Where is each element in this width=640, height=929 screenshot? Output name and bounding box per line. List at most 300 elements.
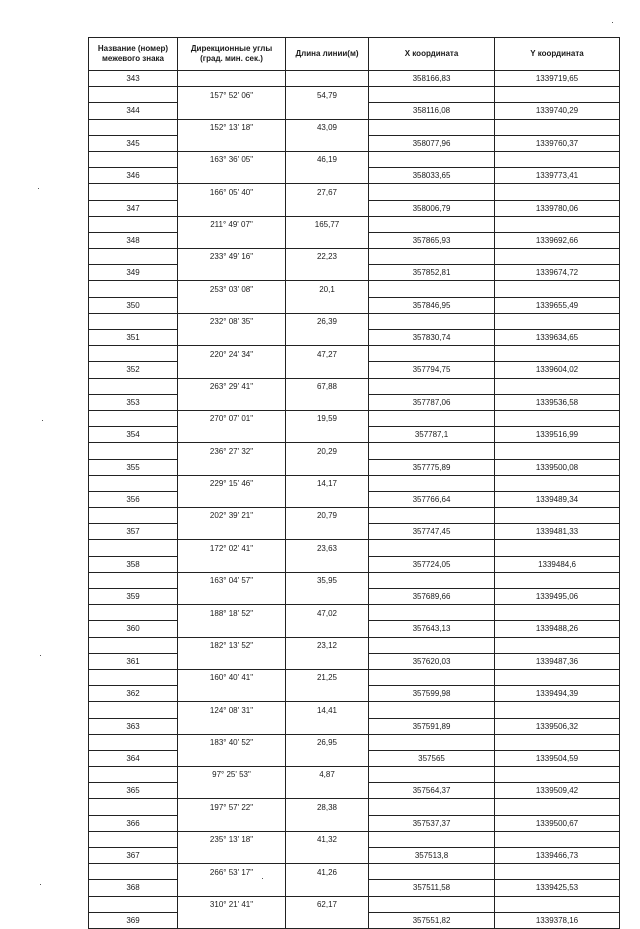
empty-cell xyxy=(178,621,286,637)
segment-row xyxy=(89,249,620,265)
point-name: 365 xyxy=(89,783,178,799)
direction-angle: 236° 27' 32" xyxy=(178,443,286,459)
y-coordinate: 1339773,41 xyxy=(495,168,620,184)
x-coordinate: 357565 xyxy=(369,750,495,766)
direction-angle: 157° 52' 06" xyxy=(178,87,286,103)
point-row xyxy=(89,686,620,702)
segment-row xyxy=(89,734,620,750)
x-coordinate: 357775,89 xyxy=(369,459,495,475)
point-row xyxy=(89,265,620,281)
segment-row xyxy=(89,767,620,783)
y-coordinate: 1339500,08 xyxy=(495,459,620,475)
empty-cell xyxy=(495,410,620,426)
line-length: 47,27 xyxy=(286,346,369,362)
empty-cell xyxy=(369,119,495,135)
header-angle: Дирекционные углы (град. мин. сек.) xyxy=(178,38,286,71)
empty-cell xyxy=(286,621,369,637)
y-coordinate: 1339740,29 xyxy=(495,103,620,119)
empty-cell xyxy=(369,831,495,847)
point-name: 366 xyxy=(89,815,178,831)
point-name: 353 xyxy=(89,394,178,410)
x-coordinate: 357620,03 xyxy=(369,653,495,669)
empty-cell xyxy=(286,848,369,864)
direction-angle: 266° 53' 17" xyxy=(178,864,286,880)
line-length: 35,95 xyxy=(286,572,369,588)
empty-cell xyxy=(178,427,286,443)
segment-row xyxy=(89,378,620,394)
empty-cell xyxy=(369,216,495,232)
direction-angle: 202° 39' 21" xyxy=(178,508,286,524)
empty-cell xyxy=(495,475,620,491)
x-coordinate: 357830,74 xyxy=(369,330,495,346)
point-row xyxy=(89,297,620,313)
empty-cell xyxy=(178,362,286,378)
empty-cell xyxy=(286,815,369,831)
point-name: 344 xyxy=(89,103,178,119)
line-length: 26,95 xyxy=(286,734,369,750)
empty-cell xyxy=(178,135,286,151)
empty-cell xyxy=(286,783,369,799)
table-body xyxy=(89,71,620,929)
empty-cell xyxy=(178,200,286,216)
point-name: 352 xyxy=(89,362,178,378)
segment-row xyxy=(89,410,620,426)
empty-cell xyxy=(495,572,620,588)
x-coordinate: 357724,05 xyxy=(369,556,495,572)
segment-row xyxy=(89,605,620,621)
point-row xyxy=(89,135,620,151)
empty-cell xyxy=(178,912,286,928)
line-length: 28,38 xyxy=(286,799,369,815)
empty-cell xyxy=(495,151,620,167)
empty-cell xyxy=(178,394,286,410)
point-row xyxy=(89,459,620,475)
point-name: 358 xyxy=(89,556,178,572)
point-name: 345 xyxy=(89,135,178,151)
point-row xyxy=(89,103,620,119)
empty-cell xyxy=(286,200,369,216)
scan-speck xyxy=(40,655,41,656)
y-coordinate: 1339487,36 xyxy=(495,653,620,669)
empty-cell xyxy=(178,750,286,766)
point-name: 363 xyxy=(89,718,178,734)
line-length: 21,25 xyxy=(286,669,369,685)
empty-cell xyxy=(369,249,495,265)
empty-cell xyxy=(89,896,178,912)
line-length: 62,17 xyxy=(286,896,369,912)
y-coordinate: 1339719,65 xyxy=(495,71,620,87)
empty-cell xyxy=(178,232,286,248)
empty-cell xyxy=(286,912,369,928)
x-coordinate: 357564,37 xyxy=(369,783,495,799)
empty-cell xyxy=(89,475,178,491)
header-name: Название (номер) межевого знака xyxy=(89,38,178,71)
scan-speck xyxy=(38,188,39,189)
point-row xyxy=(89,783,620,799)
y-coordinate: 1339516,99 xyxy=(495,427,620,443)
line-length: 20,1 xyxy=(286,281,369,297)
segment-row xyxy=(89,540,620,556)
line-length: 14,41 xyxy=(286,702,369,718)
point-row xyxy=(89,653,620,669)
direction-angle: 188° 18' 52" xyxy=(178,605,286,621)
empty-cell xyxy=(89,184,178,200)
empty-cell xyxy=(369,605,495,621)
line-length: 165,77 xyxy=(286,216,369,232)
line-length: 43,09 xyxy=(286,119,369,135)
empty-cell xyxy=(369,281,495,297)
y-coordinate: 1339488,26 xyxy=(495,621,620,637)
point-row xyxy=(89,200,620,216)
line-length: 46,19 xyxy=(286,151,369,167)
empty-cell xyxy=(178,783,286,799)
y-coordinate: 1339484,6 xyxy=(495,556,620,572)
empty-cell xyxy=(286,589,369,605)
segment-row xyxy=(89,184,620,200)
segment-row xyxy=(89,151,620,167)
line-length: 41,32 xyxy=(286,831,369,847)
direction-angle: 163° 04' 57" xyxy=(178,572,286,588)
segment-row xyxy=(89,669,620,685)
empty-cell xyxy=(369,508,495,524)
point-name: 362 xyxy=(89,686,178,702)
direction-angle: 253° 03' 08" xyxy=(178,281,286,297)
direction-angle: 229° 15' 46" xyxy=(178,475,286,491)
empty-cell xyxy=(495,799,620,815)
y-coordinate: 1339692,66 xyxy=(495,232,620,248)
empty-cell xyxy=(495,540,620,556)
empty-cell xyxy=(495,669,620,685)
header-x: X координата xyxy=(369,38,495,71)
line-length: 27,67 xyxy=(286,184,369,200)
line-length: 26,39 xyxy=(286,313,369,329)
empty-cell xyxy=(495,346,620,362)
x-coordinate: 357599,98 xyxy=(369,686,495,702)
empty-cell xyxy=(178,815,286,831)
point-row xyxy=(89,815,620,831)
empty-cell xyxy=(495,443,620,459)
point-name: 348 xyxy=(89,232,178,248)
coordinates-table xyxy=(88,37,620,929)
empty-cell xyxy=(286,71,369,87)
scan-speck xyxy=(42,420,43,421)
empty-cell xyxy=(369,540,495,556)
empty-cell xyxy=(495,249,620,265)
empty-cell xyxy=(178,71,286,87)
y-coordinate: 1339466,73 xyxy=(495,848,620,864)
x-coordinate: 357787,1 xyxy=(369,427,495,443)
empty-cell xyxy=(286,394,369,410)
empty-cell xyxy=(495,281,620,297)
empty-cell xyxy=(369,864,495,880)
line-length: 54,79 xyxy=(286,87,369,103)
empty-cell xyxy=(89,151,178,167)
x-coordinate: 357794,75 xyxy=(369,362,495,378)
point-row xyxy=(89,168,620,184)
y-coordinate: 1339489,34 xyxy=(495,491,620,507)
empty-cell xyxy=(178,718,286,734)
empty-cell xyxy=(286,524,369,540)
empty-cell xyxy=(89,669,178,685)
direction-angle: 235° 13' 18" xyxy=(178,831,286,847)
point-row xyxy=(89,556,620,572)
x-coordinate: 357511,58 xyxy=(369,880,495,896)
line-length: 14,17 xyxy=(286,475,369,491)
segment-row xyxy=(89,637,620,653)
y-coordinate: 1339674,72 xyxy=(495,265,620,281)
empty-cell xyxy=(89,508,178,524)
empty-cell xyxy=(286,168,369,184)
segment-row xyxy=(89,896,620,912)
empty-cell xyxy=(178,330,286,346)
empty-cell xyxy=(495,864,620,880)
empty-cell xyxy=(286,427,369,443)
direction-angle: 163° 36' 05" xyxy=(178,151,286,167)
line-length: 22,23 xyxy=(286,249,369,265)
x-coordinate: 357643,13 xyxy=(369,621,495,637)
x-coordinate: 358116,08 xyxy=(369,103,495,119)
point-name: 361 xyxy=(89,653,178,669)
empty-cell xyxy=(178,653,286,669)
empty-cell xyxy=(369,734,495,750)
empty-cell xyxy=(89,346,178,362)
x-coordinate: 358033,65 xyxy=(369,168,495,184)
y-coordinate: 1339509,42 xyxy=(495,783,620,799)
empty-cell xyxy=(369,669,495,685)
empty-cell xyxy=(89,249,178,265)
scan-speck xyxy=(40,884,41,885)
point-name: 346 xyxy=(89,168,178,184)
point-row xyxy=(89,362,620,378)
y-coordinate: 1339655,49 xyxy=(495,297,620,313)
y-coordinate: 1339425,53 xyxy=(495,880,620,896)
segment-row xyxy=(89,572,620,588)
y-coordinate: 1339378,16 xyxy=(495,912,620,928)
empty-cell xyxy=(286,686,369,702)
empty-cell xyxy=(495,184,620,200)
segment-row xyxy=(89,799,620,815)
segment-row xyxy=(89,87,620,103)
direction-angle: 152° 13' 18" xyxy=(178,119,286,135)
scan-speck xyxy=(612,22,613,23)
empty-cell xyxy=(369,87,495,103)
empty-cell xyxy=(369,410,495,426)
point-name: 349 xyxy=(89,265,178,281)
y-coordinate: 1339604,02 xyxy=(495,362,620,378)
empty-cell xyxy=(369,346,495,362)
y-coordinate: 1339500,67 xyxy=(495,815,620,831)
point-name: 360 xyxy=(89,621,178,637)
y-coordinate: 1339760,37 xyxy=(495,135,620,151)
point-row xyxy=(89,491,620,507)
empty-cell xyxy=(178,686,286,702)
point-row xyxy=(89,394,620,410)
empty-cell xyxy=(89,799,178,815)
empty-cell xyxy=(286,265,369,281)
point-row xyxy=(89,427,620,443)
empty-cell xyxy=(495,605,620,621)
empty-cell xyxy=(369,896,495,912)
empty-cell xyxy=(286,653,369,669)
segment-row xyxy=(89,119,620,135)
empty-cell xyxy=(286,362,369,378)
empty-cell xyxy=(369,184,495,200)
empty-cell xyxy=(495,767,620,783)
table-header xyxy=(89,38,620,71)
point-row xyxy=(89,232,620,248)
empty-cell xyxy=(369,767,495,783)
empty-cell xyxy=(369,443,495,459)
point-name: 343 xyxy=(89,71,178,87)
empty-cell xyxy=(495,119,620,135)
x-coordinate: 357537,37 xyxy=(369,815,495,831)
empty-cell xyxy=(495,508,620,524)
empty-cell xyxy=(369,799,495,815)
empty-cell xyxy=(369,378,495,394)
point-name: 350 xyxy=(89,297,178,313)
empty-cell xyxy=(178,556,286,572)
empty-cell xyxy=(89,216,178,232)
point-row xyxy=(89,71,620,87)
point-name: 355 xyxy=(89,459,178,475)
empty-cell xyxy=(286,330,369,346)
empty-cell xyxy=(286,718,369,734)
direction-angle: 263° 29' 41" xyxy=(178,378,286,394)
segment-row xyxy=(89,864,620,880)
x-coordinate: 357591,89 xyxy=(369,718,495,734)
y-coordinate: 1339481,33 xyxy=(495,524,620,540)
point-name: 351 xyxy=(89,330,178,346)
empty-cell xyxy=(178,491,286,507)
point-name: 369 xyxy=(89,912,178,928)
empty-cell xyxy=(286,880,369,896)
point-name: 357 xyxy=(89,524,178,540)
segment-row xyxy=(89,475,620,491)
empty-cell xyxy=(286,135,369,151)
point-row xyxy=(89,750,620,766)
empty-cell xyxy=(89,540,178,556)
direction-angle: 211° 49' 07" xyxy=(178,216,286,232)
header-length: Длина линии(м) xyxy=(286,38,369,71)
segment-row xyxy=(89,216,620,232)
empty-cell xyxy=(286,556,369,572)
empty-cell xyxy=(178,168,286,184)
line-length: 20,29 xyxy=(286,443,369,459)
y-coordinate: 1339504,59 xyxy=(495,750,620,766)
point-name: 356 xyxy=(89,491,178,507)
segment-row xyxy=(89,702,620,718)
x-coordinate: 357865,93 xyxy=(369,232,495,248)
line-length: 67,88 xyxy=(286,378,369,394)
line-length: 19,59 xyxy=(286,410,369,426)
empty-cell xyxy=(178,524,286,540)
y-coordinate: 1339495,06 xyxy=(495,589,620,605)
empty-cell xyxy=(89,864,178,880)
x-coordinate: 357846,95 xyxy=(369,297,495,313)
segment-row xyxy=(89,281,620,297)
empty-cell xyxy=(495,87,620,103)
empty-cell xyxy=(89,831,178,847)
x-coordinate: 357689,66 xyxy=(369,589,495,605)
y-coordinate: 1339506,32 xyxy=(495,718,620,734)
direction-angle: 124° 08' 31" xyxy=(178,702,286,718)
empty-cell xyxy=(178,848,286,864)
header-y: Y координата xyxy=(495,38,620,71)
point-name: 359 xyxy=(89,589,178,605)
x-coordinate: 357852,81 xyxy=(369,265,495,281)
empty-cell xyxy=(178,297,286,313)
direction-angle: 97° 25' 53" xyxy=(178,767,286,783)
empty-cell xyxy=(495,637,620,653)
empty-cell xyxy=(286,459,369,475)
empty-cell xyxy=(369,702,495,718)
direction-angle: 182° 13' 52" xyxy=(178,637,286,653)
empty-cell xyxy=(369,313,495,329)
empty-cell xyxy=(89,767,178,783)
empty-cell xyxy=(89,410,178,426)
empty-cell xyxy=(495,734,620,750)
empty-cell xyxy=(89,702,178,718)
direction-angle: 166° 05' 40" xyxy=(178,184,286,200)
x-coordinate: 358077,96 xyxy=(369,135,495,151)
x-coordinate: 357766,64 xyxy=(369,491,495,507)
line-length: 4,87 xyxy=(286,767,369,783)
x-coordinate: 357787,06 xyxy=(369,394,495,410)
point-row xyxy=(89,880,620,896)
empty-cell xyxy=(89,734,178,750)
empty-cell xyxy=(286,232,369,248)
y-coordinate: 1339780,06 xyxy=(495,200,620,216)
empty-cell xyxy=(495,313,620,329)
y-coordinate: 1339536,58 xyxy=(495,394,620,410)
empty-cell xyxy=(178,880,286,896)
line-length: 23,12 xyxy=(286,637,369,653)
empty-cell xyxy=(495,378,620,394)
empty-cell xyxy=(89,281,178,297)
x-coordinate: 358166,83 xyxy=(369,71,495,87)
empty-cell xyxy=(286,491,369,507)
x-coordinate: 357551,82 xyxy=(369,912,495,928)
empty-cell xyxy=(89,572,178,588)
y-coordinate: 1339634,65 xyxy=(495,330,620,346)
point-name: 368 xyxy=(89,880,178,896)
empty-cell xyxy=(286,103,369,119)
point-row xyxy=(89,330,620,346)
direction-angle: 233° 49' 16" xyxy=(178,249,286,265)
empty-cell xyxy=(89,637,178,653)
line-length: 41,26 xyxy=(286,864,369,880)
empty-cell xyxy=(495,216,620,232)
empty-cell xyxy=(89,443,178,459)
empty-cell xyxy=(495,896,620,912)
line-length: 23,63 xyxy=(286,540,369,556)
segment-row xyxy=(89,508,620,524)
direction-angle: 220° 24' 34" xyxy=(178,346,286,362)
point-name: 354 xyxy=(89,427,178,443)
point-row xyxy=(89,524,620,540)
empty-cell xyxy=(369,572,495,588)
x-coordinate: 357747,45 xyxy=(369,524,495,540)
segment-row xyxy=(89,313,620,329)
direction-angle: 183° 40' 52" xyxy=(178,734,286,750)
empty-cell xyxy=(286,297,369,313)
empty-cell xyxy=(89,119,178,135)
empty-cell xyxy=(286,750,369,766)
point-name: 347 xyxy=(89,200,178,216)
point-row xyxy=(89,621,620,637)
x-coordinate: 358006,79 xyxy=(369,200,495,216)
direction-angle: 270° 07' 01" xyxy=(178,410,286,426)
